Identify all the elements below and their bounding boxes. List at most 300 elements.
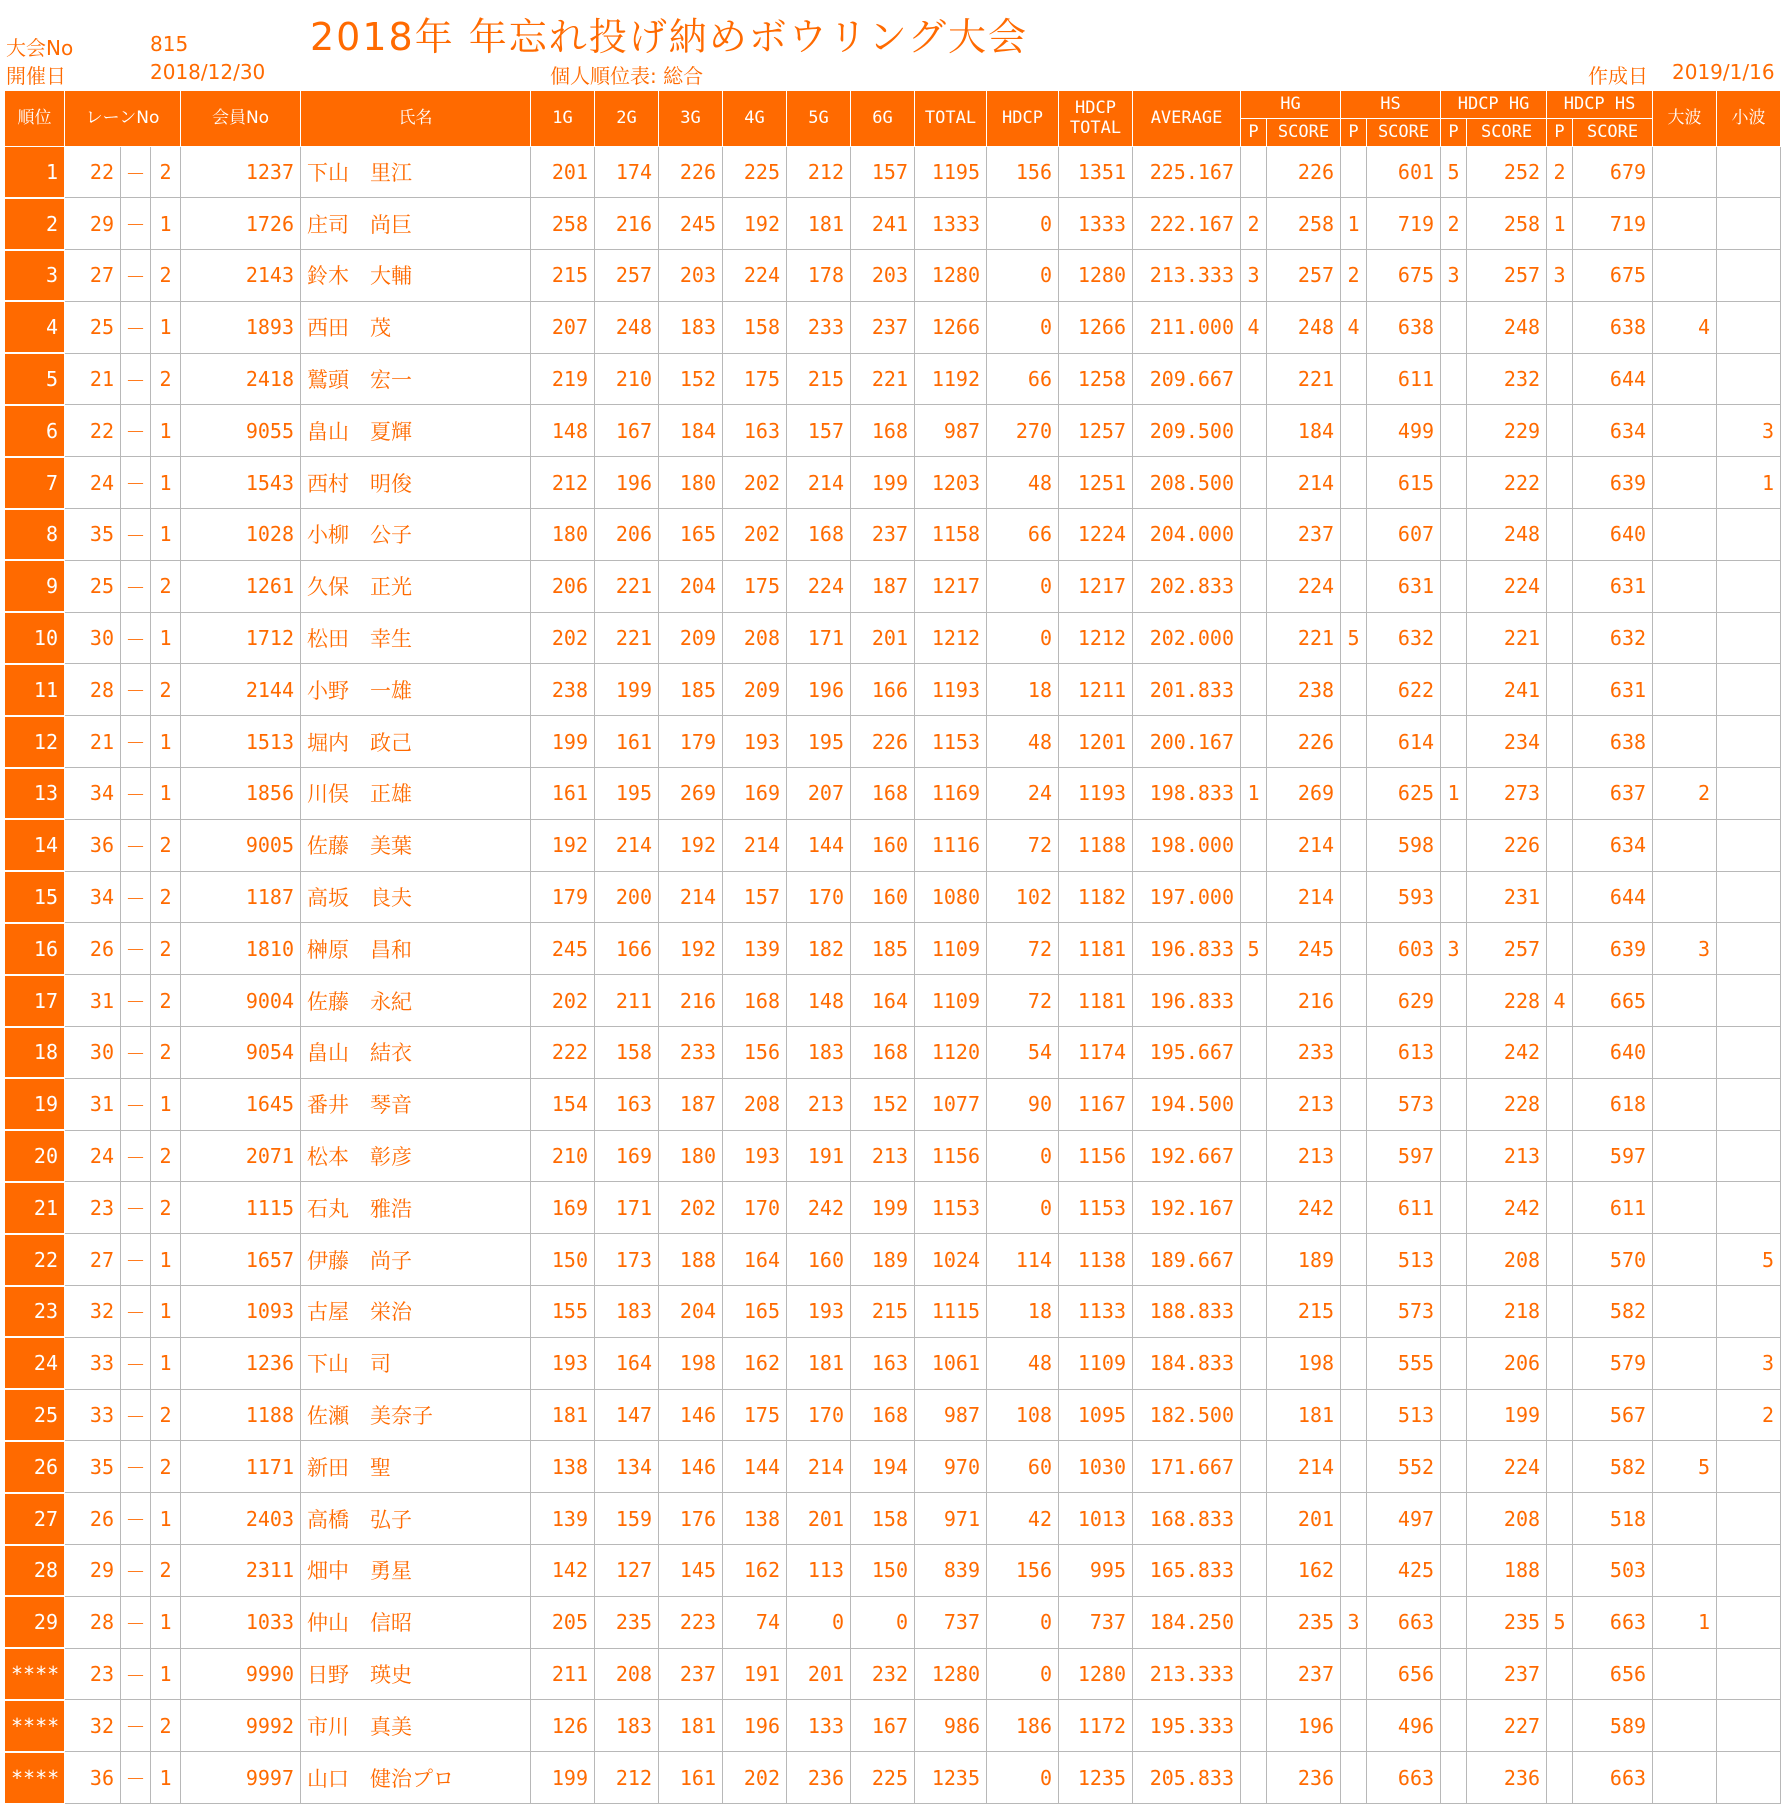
big-wave-cell [1653,1700,1717,1752]
rank-cell: 19 [5,1078,65,1130]
hdcp-hs-place-cell [1547,405,1573,457]
average-cell: 195.333 [1133,1700,1241,1752]
lane-dash: － [121,975,151,1027]
player-name-cell: 西村 明俊 [301,457,531,509]
small-wave-cell [1717,1027,1781,1079]
hs-score-header: SCORE [1367,119,1441,147]
small-wave-cell [1717,250,1781,302]
hs-place-cell [1341,1234,1367,1286]
hdcp-cell: 156 [987,1545,1059,1597]
col-g3-header: 3G [659,91,723,147]
hdcp-cell: 0 [987,1648,1059,1700]
rank-cell: 16 [5,923,65,975]
col-total-header: TOTAL [915,91,987,147]
hs-score-cell: 552 [1367,1441,1441,1493]
game4-cell: 192 [723,198,787,250]
lane-dash: － [121,716,151,768]
hdcp-hs-score-cell: 567 [1573,1389,1653,1441]
col-g5-header: 5G [787,91,851,147]
game4-cell: 170 [723,1182,787,1234]
col-rank-header: 順位 [5,91,65,147]
big-wave-cell [1653,1027,1717,1079]
game1-cell: 193 [531,1337,595,1389]
total-cell: 1077 [915,1078,987,1130]
rank-cell: 23 [5,1286,65,1338]
game4-cell: 202 [723,509,787,561]
hg-score-cell: 201 [1267,1493,1341,1545]
game3-cell: 192 [659,923,723,975]
game6-cell: 168 [851,768,915,820]
game2-cell: 248 [595,301,659,353]
game4-cell: 165 [723,1286,787,1338]
total-cell: 1195 [915,147,987,198]
hs-place-cell [1341,1130,1367,1182]
total-cell: 971 [915,1493,987,1545]
hdcp-hg-score-cell: 248 [1467,301,1547,353]
table-row [5,147,1781,198]
member-no-cell: 1188 [181,1389,301,1441]
player-name-cell: 番井 琴音 [301,1078,531,1130]
hg-place-cell [1241,353,1267,405]
hdcp-hg-place-cell: 3 [1441,250,1467,302]
hdcp-hs-score-cell: 719 [1573,198,1653,250]
big-wave-cell [1653,716,1717,768]
player-name-cell: 高坂 良夫 [301,871,531,923]
lane-dash: － [121,560,151,612]
hs-place-cell [1341,405,1367,457]
hdcp-hg-place-cell [1441,1752,1467,1804]
lane-dash: － [121,1441,151,1493]
small-wave-cell [1717,1130,1781,1182]
lane-dash: － [121,768,151,820]
rank-cell: 20 [5,1130,65,1182]
rank-cell: 29 [5,1596,65,1648]
hdcp-hg-score-cell: 227 [1467,1700,1547,1752]
game2-cell: 196 [595,457,659,509]
game3-cell: 202 [659,1182,723,1234]
hdcp-cell: 48 [987,716,1059,768]
hdcp-hg-score-cell: 218 [1467,1286,1547,1338]
average-cell: 171.667 [1133,1441,1241,1493]
hs-score-cell: 597 [1367,1130,1441,1182]
lane-side-cell: 1 [151,1078,181,1130]
game2-cell: 173 [595,1234,659,1286]
lane-side-cell: 2 [151,1027,181,1079]
col-hdcp-hs-header: HDCP HS [1547,91,1653,119]
game3-cell: 146 [659,1441,723,1493]
lane-side-cell: 2 [151,1441,181,1493]
hdcp-hs-place-cell [1547,1700,1573,1752]
game6-cell: 203 [851,250,915,302]
game4-cell: 144 [723,1441,787,1493]
hdcp-hg-score-cell: 206 [1467,1337,1547,1389]
hdcp-total-cell: 1351 [1059,147,1133,198]
hdcp-hg-score-cell: 229 [1467,405,1547,457]
hs-place-cell [1341,716,1367,768]
hs-place-cell [1341,457,1367,509]
hg-score-cell: 198 [1267,1337,1341,1389]
hg-place-cell [1241,1493,1267,1545]
hg-score-cell: 196 [1267,1700,1341,1752]
hdcp-hs-score-cell: 679 [1573,147,1653,198]
hdcp-hs-place-cell [1547,1389,1573,1441]
member-no-cell: 9055 [181,405,301,457]
big-wave-cell [1653,1493,1717,1545]
small-wave-cell [1717,1078,1781,1130]
rank-cell: 11 [5,664,65,716]
player-name-cell: 久保 正光 [301,560,531,612]
player-name-cell: 榊原 昌和 [301,923,531,975]
big-wave-cell [1653,871,1717,923]
player-name-cell: 堀内 政己 [301,716,531,768]
hdcp-hg-score-cell: 234 [1467,716,1547,768]
hdcp-hg-score-cell: 222 [1467,457,1547,509]
hg-place-cell: 5 [1241,923,1267,975]
average-cell: 225.167 [1133,147,1241,198]
lane-cell: 32 [65,1700,121,1752]
game2-cell: 163 [595,1078,659,1130]
hdcp-hg-score-cell: 235 [1467,1596,1547,1648]
total-cell: 1217 [915,560,987,612]
hdcp-hs-score-cell: 639 [1573,923,1653,975]
small-wave-cell [1717,1648,1781,1700]
average-cell: 188.833 [1133,1286,1241,1338]
player-name-cell: 新田 聖 [301,1441,531,1493]
game5-cell: 201 [787,1493,851,1545]
game2-cell: 221 [595,560,659,612]
game6-cell: 232 [851,1648,915,1700]
hs-score-cell: 719 [1367,198,1441,250]
table-row [5,975,1781,1027]
big-wave-cell [1653,405,1717,457]
small-wave-cell: 3 [1717,1337,1781,1389]
hs-score-cell: 603 [1367,923,1441,975]
game1-cell: 169 [531,1182,595,1234]
lane-dash: － [121,353,151,405]
game1-cell: 201 [531,147,595,198]
rank-cell: 10 [5,612,65,664]
member-no-cell: 2311 [181,1545,301,1597]
hdcp-hs-place-cell [1547,716,1573,768]
game1-cell: 219 [531,353,595,405]
total-cell: 1280 [915,250,987,302]
table-row [5,353,1781,405]
kaisai-date-label: 開催日 [6,64,66,88]
hg-score-cell: 242 [1267,1182,1341,1234]
hdcp-hg-place-cell: 3 [1441,923,1467,975]
hg-place-cell [1241,1545,1267,1597]
hdcp-hs-score-cell: 656 [1573,1648,1653,1700]
lane-dash: － [121,1130,151,1182]
table-row [5,819,1781,871]
game6-cell: 226 [851,716,915,768]
hg-score-cell: 226 [1267,716,1341,768]
hs-score-cell: 638 [1367,301,1441,353]
lane-side-cell: 1 [151,1493,181,1545]
member-no-cell: 1236 [181,1337,301,1389]
hdcp-hs-score-cell: 638 [1573,716,1653,768]
hdcp-cell: 54 [987,1027,1059,1079]
hdcp-hs-score-cell: 631 [1573,560,1653,612]
game2-cell: 199 [595,664,659,716]
lane-dash: － [121,1700,151,1752]
lane-dash: － [121,1027,151,1079]
hs-score-cell: 625 [1367,768,1441,820]
hs-place-cell [1341,509,1367,561]
lane-dash: － [121,612,151,664]
small-wave-cell [1717,198,1781,250]
game5-cell: 201 [787,1648,851,1700]
lane-cell: 30 [65,612,121,664]
col-g1-header: 1G [531,91,595,147]
table-row [5,1130,1781,1182]
game6-cell: 150 [851,1545,915,1597]
lane-cell: 36 [65,819,121,871]
game5-cell: 195 [787,716,851,768]
hdcp-total-cell: 1280 [1059,250,1133,302]
table-row [5,612,1781,664]
hdcp-hg-place-cell [1441,1596,1467,1648]
hdcp-total-header-line2: TOTAL [1069,117,1122,138]
hs-place-cell [1341,1752,1367,1804]
col-hg-header: HG [1241,91,1341,119]
player-name-cell: 日野 瑛史 [301,1648,531,1700]
game5-cell: 157 [787,405,851,457]
table-row [5,923,1781,975]
hs-place-cell: 2 [1341,250,1367,302]
lane-dash: － [121,198,151,250]
total-cell: 1109 [915,975,987,1027]
game4-cell: 193 [723,716,787,768]
hdcp-cell: 270 [987,405,1059,457]
total-cell: 1169 [915,768,987,820]
hdcp-hg-place-cell: 2 [1441,198,1467,250]
game5-cell: 182 [787,923,851,975]
total-cell: 987 [915,405,987,457]
lane-cell: 23 [65,1182,121,1234]
hg-place-cell [1241,147,1267,198]
average-cell: 205.833 [1133,1752,1241,1804]
table-row [5,1182,1781,1234]
game4-cell: 138 [723,1493,787,1545]
game3-cell: 204 [659,1286,723,1338]
small-wave-cell [1717,1545,1781,1597]
total-cell: 1156 [915,1130,987,1182]
game1-cell: 206 [531,560,595,612]
lane-side-cell: 1 [151,457,181,509]
hs-p-header: P [1341,119,1367,147]
player-name-cell: 畠山 夏輝 [301,405,531,457]
player-name-cell: 古屋 栄治 [301,1286,531,1338]
member-no-cell: 1093 [181,1286,301,1338]
lane-dash: － [121,1545,151,1597]
lane-cell: 27 [65,1234,121,1286]
big-wave-cell [1653,1752,1717,1804]
hdcp-hg-place-cell [1441,1545,1467,1597]
game3-cell: 165 [659,509,723,561]
game1-cell: 192 [531,819,595,871]
col-g4-header: 4G [723,91,787,147]
hs-place-cell [1341,871,1367,923]
member-no-cell: 2144 [181,664,301,716]
hs-score-cell: 632 [1367,612,1441,664]
kaisai-date-value: 2018/12/30 [150,60,266,84]
hs-score-cell: 601 [1367,147,1441,198]
hdcp-cell: 18 [987,664,1059,716]
game6-cell: 160 [851,871,915,923]
game4-cell: 202 [723,457,787,509]
small-wave-cell [1717,768,1781,820]
hdcp-hs-score-cell: 639 [1573,457,1653,509]
hdcp-hg-place-cell [1441,1182,1467,1234]
hg-place-cell [1241,819,1267,871]
hg-place-cell [1241,1441,1267,1493]
big-wave-cell: 4 [1653,301,1717,353]
big-wave-cell [1653,1234,1717,1286]
game6-cell: 168 [851,1389,915,1441]
small-wave-cell: 1 [1717,457,1781,509]
hs-score-cell: 663 [1367,1596,1441,1648]
hg-place-cell [1241,1700,1267,1752]
game1-cell: 207 [531,301,595,353]
total-cell: 970 [915,1441,987,1493]
table-row [5,1234,1781,1286]
game6-cell: 237 [851,509,915,561]
hdcp-cell: 48 [987,457,1059,509]
member-no-cell: 2071 [181,1130,301,1182]
hs-score-cell: 573 [1367,1286,1441,1338]
player-name-cell: 小柳 公子 [301,509,531,561]
game5-cell: 170 [787,871,851,923]
hg-place-cell [1241,1389,1267,1441]
game4-cell: 175 [723,560,787,612]
small-wave-cell [1717,1441,1781,1493]
hs-place-cell [1341,975,1367,1027]
member-no-cell: 9004 [181,975,301,1027]
game3-cell: 226 [659,147,723,198]
hdcp-hg-place-cell [1441,1130,1467,1182]
game1-cell: 211 [531,1648,595,1700]
hdcp-hg-score-cell: 258 [1467,198,1547,250]
hg-score-cell: 237 [1267,509,1341,561]
hs-score-cell: 631 [1367,560,1441,612]
hdcp-hs-place-cell [1547,353,1573,405]
hdcp-hg-place-cell [1441,664,1467,716]
lane-dash: － [121,405,151,457]
lane-cell: 21 [65,353,121,405]
total-cell: 737 [915,1596,987,1648]
hs-score-cell: 663 [1367,1752,1441,1804]
game2-cell: 183 [595,1700,659,1752]
average-cell: 189.667 [1133,1234,1241,1286]
game1-cell: 155 [531,1286,595,1338]
rank-cell: 21 [5,1182,65,1234]
hdcp-hs-place-cell: 1 [1547,198,1573,250]
hdcp-hg-score-cell: 224 [1467,560,1547,612]
game1-cell: 154 [531,1078,595,1130]
game2-cell: 211 [595,975,659,1027]
average-cell: 213.333 [1133,1648,1241,1700]
hg-place-cell [1241,1752,1267,1804]
lane-dash: － [121,1078,151,1130]
hg-place-cell [1241,1027,1267,1079]
table-row [5,301,1781,353]
game4-cell: 196 [723,1700,787,1752]
hdcp-hs-score-cell: 632 [1573,612,1653,664]
member-no-cell: 1237 [181,147,301,198]
player-name-cell: 市川 真美 [301,1700,531,1752]
game5-cell: 133 [787,1700,851,1752]
hg-score-cell: 238 [1267,664,1341,716]
game4-cell: 208 [723,612,787,664]
small-wave-cell: 3 [1717,405,1781,457]
total-cell: 1153 [915,1182,987,1234]
hdcp-hg-place-cell [1441,1389,1467,1441]
hdcp-hs-score-cell: 644 [1573,353,1653,405]
lane-side-cell: 1 [151,405,181,457]
hdcp-hg-place-cell: 5 [1441,147,1467,198]
big-wave-cell [1653,1078,1717,1130]
lane-dash: － [121,1648,151,1700]
lane-side-cell: 2 [151,664,181,716]
game6-cell: 215 [851,1286,915,1338]
game6-cell: 194 [851,1441,915,1493]
member-no-cell: 1261 [181,560,301,612]
lane-dash: － [121,457,151,509]
game3-cell: 214 [659,871,723,923]
lane-side-cell: 1 [151,1752,181,1804]
lane-cell: 22 [65,405,121,457]
game4-cell: 224 [723,250,787,302]
lane-side-cell: 2 [151,147,181,198]
big-wave-cell [1653,1389,1717,1441]
hdcp-total-cell: 1188 [1059,819,1133,871]
hs-place-cell [1341,923,1367,975]
game6-cell: 199 [851,457,915,509]
game6-cell: 152 [851,1078,915,1130]
game2-cell: 127 [595,1545,659,1597]
lane-side-cell: 2 [151,1182,181,1234]
big-wave-cell [1653,1337,1717,1389]
game2-cell: 206 [595,509,659,561]
game4-cell: 156 [723,1027,787,1079]
hdcp-hs-place-cell [1547,1027,1573,1079]
hg-score-cell: 221 [1267,612,1341,664]
hdcp-cell: 0 [987,198,1059,250]
hg-place-cell [1241,1337,1267,1389]
hdcp-hg-place-cell [1441,716,1467,768]
game3-cell: 161 [659,1752,723,1804]
hdcp-hg-score-cell: 257 [1467,923,1547,975]
hdcp-hs-place-cell [1547,457,1573,509]
big-wave-cell: 5 [1653,1441,1717,1493]
player-name-cell: 佐藤 永紀 [301,975,531,1027]
total-cell: 1120 [915,1027,987,1079]
hs-score-cell: 573 [1367,1078,1441,1130]
total-cell: 1061 [915,1337,987,1389]
hs-place-cell [1341,1027,1367,1079]
rank-cell: 13 [5,768,65,820]
table-row [5,1078,1781,1130]
big-wave-cell: 3 [1653,923,1717,975]
hdcp-hs-score-cell: 518 [1573,1493,1653,1545]
total-cell: 1024 [915,1234,987,1286]
player-name-cell: 川俣 正雄 [301,768,531,820]
player-name-cell: 松本 彰彦 [301,1130,531,1182]
lane-dash: － [121,923,151,975]
table-row [5,1286,1781,1338]
hg-score-cell: 224 [1267,560,1341,612]
